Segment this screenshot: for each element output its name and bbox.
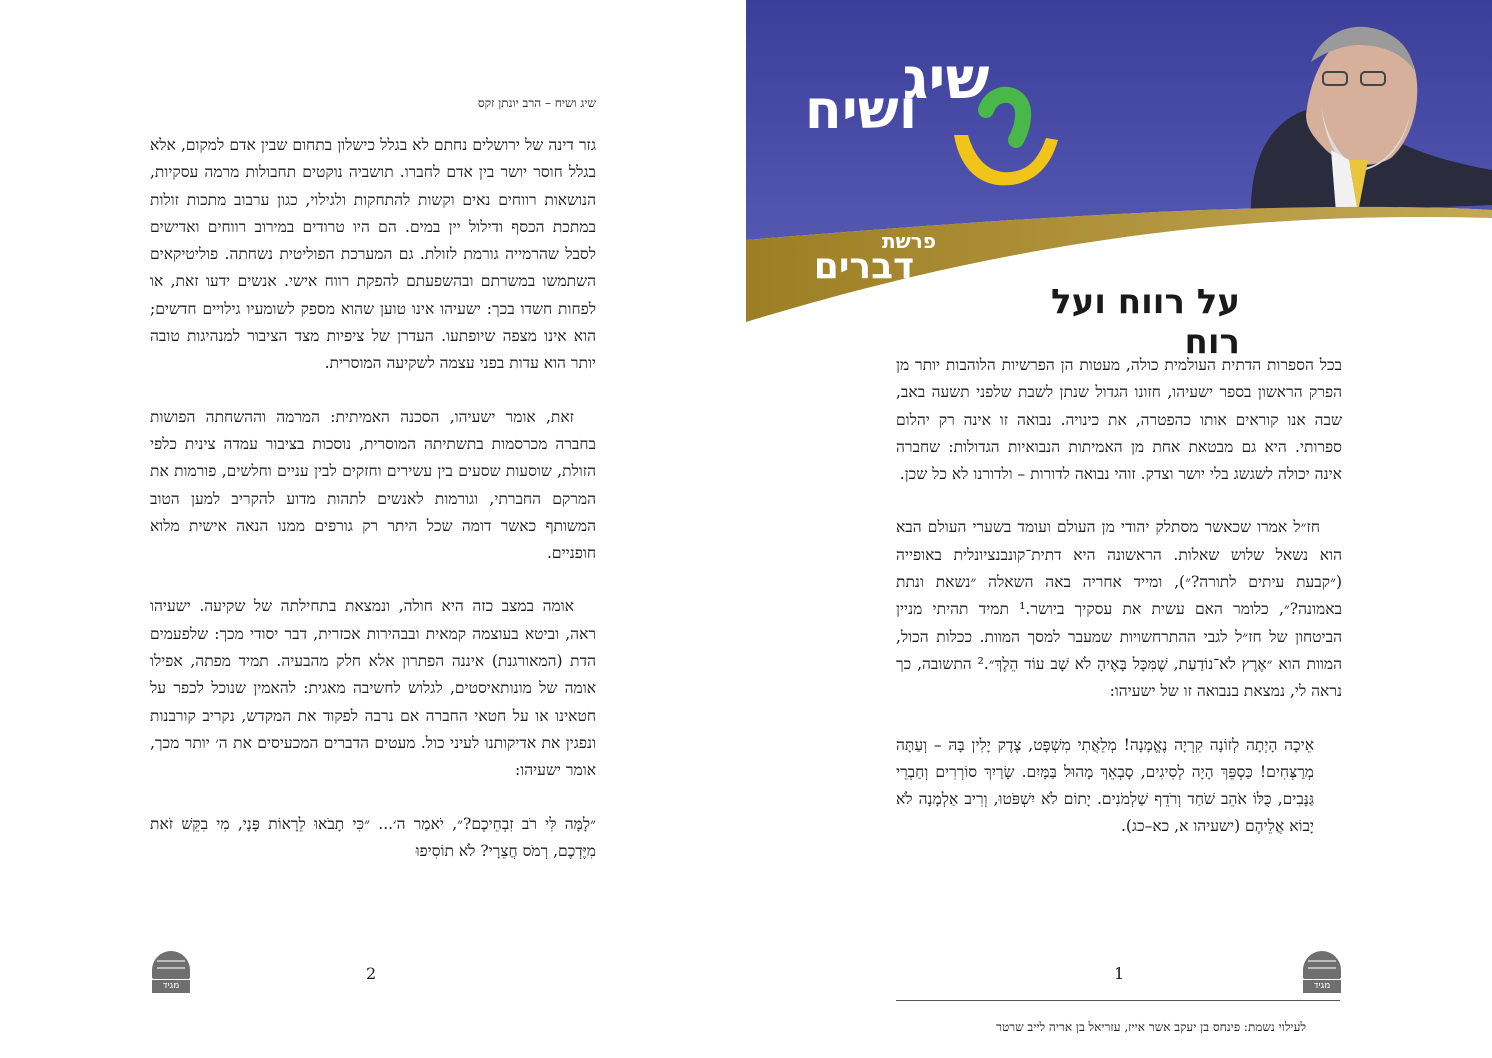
paragraph: בכל הספרות הדתית העולמית כולה, מעטות הן הפרשיות הלוהבות יותר מן הפרק הראשון בספר ישעיהו, חזונו הגדול שנתן לשבת שלפני תשעה באב, שבה אנו קוראים אותו כהפטרה, את כינויה. נבואה זו אינה רק יהלום ספרותי. היא גם מבטאת אחת מן האמיתות הנבואיות הגדולות: שחברה אינה יכולה לשגשג בלי יושר וצדק. זוהי נבואה לדורות – ולדורנו לא כל שכן. bbox=[896, 356, 1342, 484]
logo-title-top: שיג bbox=[902, 44, 990, 112]
verse-quote: אֵיכָה הָיְתָה לְזוֹנָה קִרְיָה נֶאֱמָנָה! מְלֵאֲתִי מִשְׁפָּט, צֶדֶק יָלִין בָּהּ – וְעַתָּה מְרַצְּחִים! כַּסְפֵּךְ הָיָה לְסִיגִים, סָבְאֵךְ מָהוּל בַּמָּיִם. שָׂרַיִךְ סוֹרְרִים וְחַבְרֵי גַּנָּבִים, כֻּלּוֹ אֹהֵב שֹׁחַד וְרֹדֵף שַׁלְמֹנִים. יָתוֹם לֹא יִשְׁפֹּטוּ, וְרִיב אַלְמָנָה לֹא יָבוֹא אֲלֵיהֶם (ישעיהו א, כא–כג). bbox=[896, 735, 1314, 836]
paragraph: חז״ל אמרו שכאשר מסתלק יהודי מן העולם ועומד בשערי העולם הבא הוא נשאל שלוש שאלות. הראשונה היא דתית־קונבנציונלית באופייה (״קבעת עיתים לתורה?״), ומייד אחריה באה השאלה ״נשאת ונתת באמונה?״, כלומר האם עשית את עסקיך ביושר.¹ תמיד תהיתי מניין הביטחון של חז״ל לגבי ההתרחשויות שמעבר למסך המוות. ככלות הכול, המוות הוא ״אֶרֶץ לֹא־נוֹדַעַת, שֶׁמִּכָּל בָּאֶיהָ לֹא שָׁב עוֹד הֵלֶךְ״.² התשובה, כך נראה לי, נמצאת בנבואה זו של ישעיהו: bbox=[896, 518, 1343, 701]
dedication-footer: לעילוי נשמת: פינחס בן יעקב אשר אייז, עזריאל בן אריה לייב שרטר bbox=[996, 1020, 1306, 1034]
parasha-name: דברים bbox=[813, 246, 915, 287]
publisher-logo bbox=[1303, 951, 1341, 993]
left-text-column bbox=[150, 132, 596, 891]
quote-paragraph: ״לָמָּה לִּי רֹב זִבְחֵיכֶם?״, יֹאמַר ה׳... ״כִּי תָבֹאוּ לֵרָאוֹת פָּנָי, מִי בִקֵּשׁ זֹאת מִיֶּדְכֶם, רְמֹס חֲצֵרָי? לֹא תוֹסִיפוּ bbox=[150, 814, 596, 860]
publisher-logo-text: מגיד bbox=[152, 980, 190, 993]
logo-title-bottom: ושיח bbox=[804, 78, 918, 141]
paragraph: אומה במצב כזה היא חולה, ונמצאת בתחילתה של שקיעה. ישעיהו ראה, וביטא בעוצמה קמאית ובבהירות אכזרית, דבר יסודי מכך: שלפעמים הדת (המאורגנת) איננה הפתרון אלא חלק מהבעיה. תמיד מפתה, אפילו אומה של מונותאיסטים, לגלוש לחשיבה מאגית: להאמין שנוכל לכפר על חטאינו או על חטאי החברה אם נרבה לפקוד את המקדש, נקריב קורבנות ונפגין את אדיקותנו לעיני כול. מעטים הדברים המכעיסים את ה׳ יותר מכך, אומר ישעיהו: bbox=[150, 597, 596, 780]
building-icon bbox=[152, 951, 190, 979]
building-icon bbox=[1303, 951, 1341, 979]
paragraph: זאת, אומר ישעיהו, הסכנה האמיתית: המרמה וההשחתה הפושות בחברה מכרסמות בתשתיתה המוסרית, נוסכות בציבור עמדה צינית כלפי הזולת, שוסעות שסעים בין עשירים וחזקים לבין עניים וחלשים, פורמות את המרקם החברתי, וגורמות לאנשים לתהות מדוע להקריב למען הטוב המשותף כאשר דומה שכל היתר רק גורפים ממנו הנאה אישית מלוא חופניים. bbox=[150, 407, 596, 563]
footer-divider bbox=[896, 1000, 1340, 1001]
running-head: שיג ושיח – הרב יונתן זקס bbox=[477, 96, 596, 110]
paragraph: גזר דינה של ירושלים נחתם לא בגלל כישלון בתחום שבין אדם למקום, אלא בגלל חוסר יושר בין אדם לחברו. תושביה נוקטים תחבולות מרמה עסקיות, הנושאות רווחים נאים וקשות להתחקות ולגילוי, כגון ערבוב מתכות זולות במתכת הכסף ודילול יין במים. הם היו טרודים במירוב רווחים ואדישים לסבל שהרמייה גורמת לזולת. גם המערכת הפוליטית נשחתה. פוליטיקאים השתמשו במשרתם ובהשפעתם להפקת רווח אישי. אנשים ידעו זאת, או לפחות חשדו בכך: ישעיהו אינו טוען שהוא מספק לשומעיו גילויים חדשים; הוא אינו מצפה שיופתעו. העדרן של ציפיות מצד הציבור למנהיגות טובה יותר הוא עדות בפני עצמה לשקיעה המוסרית. bbox=[150, 136, 596, 373]
parasha-label: פרשת bbox=[881, 229, 936, 253]
page-number: 1 bbox=[1114, 964, 1125, 983]
publisher-logo bbox=[152, 951, 190, 993]
right-text-column bbox=[896, 352, 1342, 867]
header-banner bbox=[746, 0, 1492, 325]
article-title: על רווח ועל רוח bbox=[1051, 282, 1240, 362]
publisher-logo-text: מגיד bbox=[1303, 980, 1341, 993]
page-number: 2 bbox=[366, 964, 377, 983]
